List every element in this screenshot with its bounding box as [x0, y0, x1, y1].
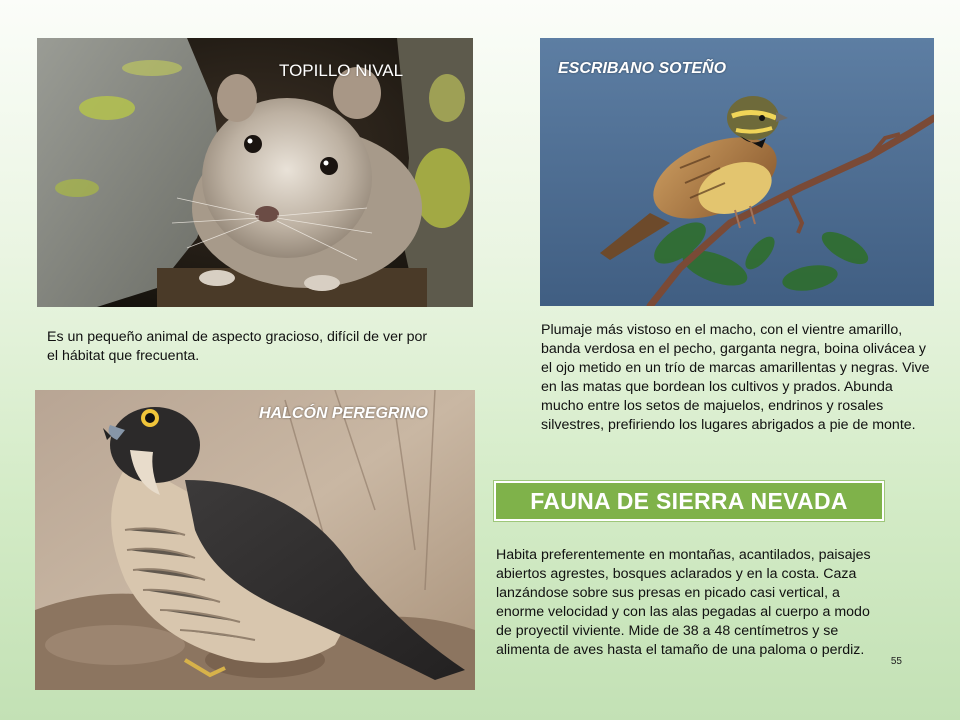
falcon-description: Habita preferentemente en montañas, acantilados, paisajes abiertos agrestes, bosques aclarados y en la costa. Caza lanzándose sobre sus presas en picado casi vertical, a enorme velocidad y con las alas pegadas al cuerpo a modo de proyectil viviente. Mide de 38 a 48 centímetros y se alimenta de aves hasta el tamaño de una paloma o perdiz. — [496, 547, 871, 658]
vole-name: TOPILLO NIVAL — [279, 61, 404, 80]
falcon-photo — [35, 390, 475, 690]
bunting-photo — [540, 38, 934, 306]
vole-photo — [37, 38, 473, 307]
slide-title: FAUNA DE SIERRA NEVADA — [494, 481, 884, 521]
vole-description: Es un pequeño animal de aspecto gracioso, difícil de ver por el hábitat que frecuenta. — [47, 329, 428, 364]
falcon-name: HALCÓN PEREGRINO — [259, 405, 428, 422]
bunting-name: ESCRIBANO SOTEÑO — [558, 60, 727, 77]
page-number: 55 — [890, 656, 902, 667]
bunting-description: Plumaje más vistoso en el macho, con el vientre amarillo, banda verdosa en el pecho, garganta negra, boina olivácea y el ojo metido en un trío de marcas amarillentas y negras. Vive en las matas que bordean los cultivos y prados. Abunda mucho entre los setos de majuelos, endrinos y rosales silvestres, prefiriendo los lugares abrigados a pie de monte. — [541, 322, 930, 433]
